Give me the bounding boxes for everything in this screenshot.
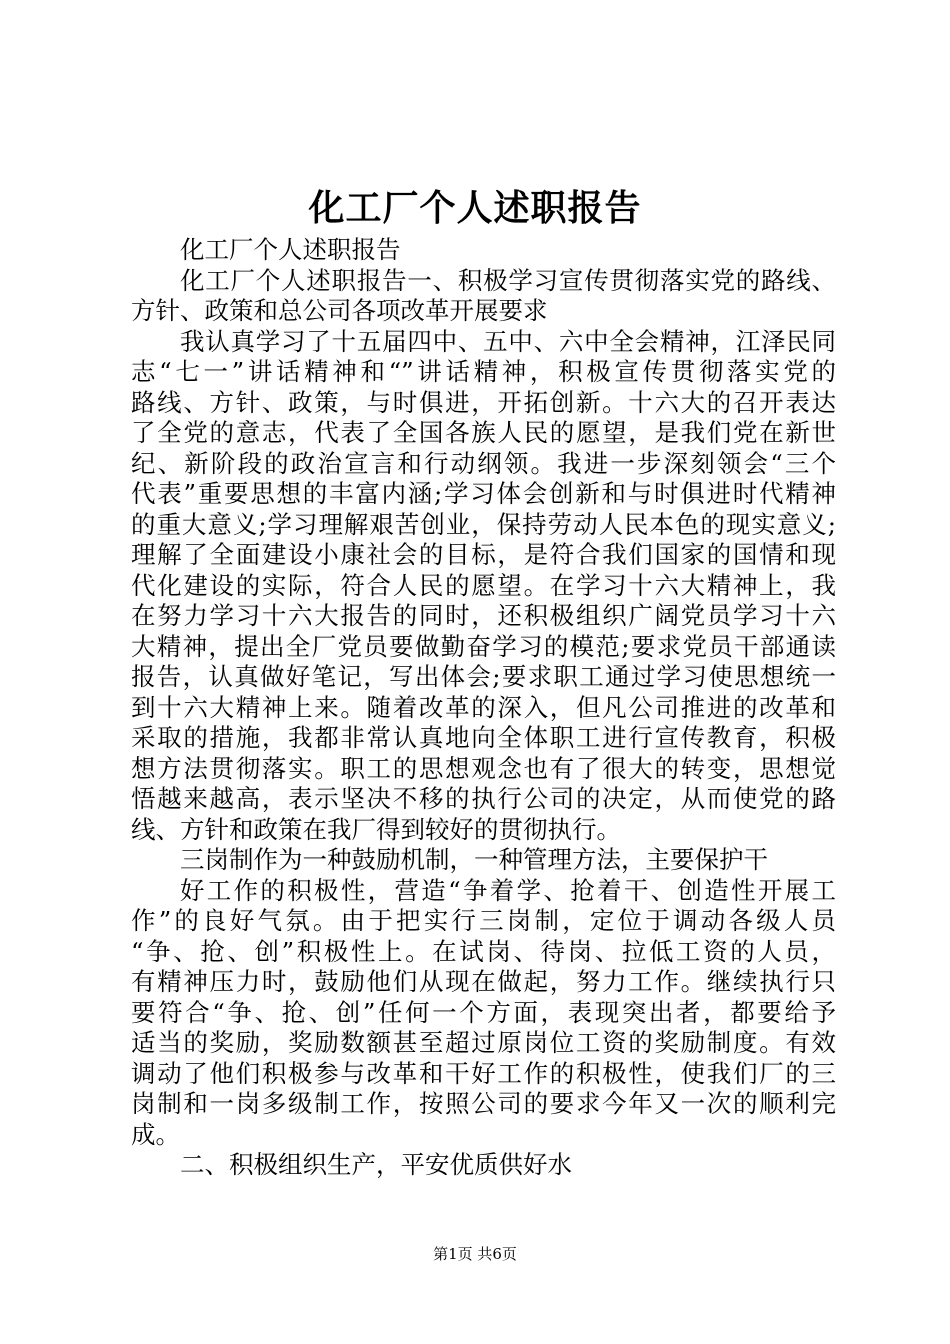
- body-line: 线、方针和政策在我厂得到较好的贯彻执行。: [131, 814, 621, 844]
- body-line: 想方法贯彻落实。职工的思想观念也有了很大的转变，思想觉: [131, 753, 836, 783]
- body-line: 成。: [131, 1119, 180, 1149]
- body-line: 三岗制作为一种鼓励机制，一种管理方法，主要保护干: [180, 845, 768, 874]
- body-line: 好工作的积极性，营造“争着学、抢着干、创造性开展工: [180, 875, 836, 905]
- body-line: 二、积极组织生产，平安优质供好水: [180, 1150, 572, 1179]
- body-line: 化工厂个人述职报告: [180, 235, 401, 264]
- body-line: 路线、方针、政策，与时俱进，开拓创新。十六大的召开表达: [131, 387, 836, 417]
- body-line: 理解了全面建设小康社会的目标，是符合我们国家的国情和现: [131, 540, 836, 569]
- body-line: 采取的措施，我都非常认真地向全体职工进行宣传教育，积极: [131, 723, 836, 752]
- body-line: 在努力学习十六大报告的同时，还积极组织广阔党员学习十六: [131, 601, 836, 630]
- body-line: 化工厂个人述职报告一、积极学习宣传贯彻落实党的路线、: [180, 265, 836, 295]
- body-line: 悟越来越高，表示坚决不移的执行公司的决定，从而使党的路: [131, 784, 836, 813]
- body-line: “争、抢、创”积极性上。在试岗、待岗、拉低工资的人员，: [131, 936, 836, 966]
- page-footer: 第1页 共6页: [433, 1245, 517, 1263]
- body-line: 方针、政策和总公司各项改革开展要求: [131, 296, 548, 325]
- body-line: 要符合“争、抢、创”任何一个方面，表现突出者，都要给予: [131, 997, 836, 1027]
- body-line: 代化建设的实际，符合人民的愿望。在学习十六大精神上，我: [131, 570, 836, 600]
- body-line: 到十六大精神上来。随着改革的深入，但凡公司推进的改革和: [131, 692, 836, 722]
- body-line: 报告，认真做好笔记，写出体会;要求职工通过学习使思想统一: [131, 662, 836, 691]
- body-line: 调动了他们积极参与改革和干好工作的积极性，使我们厂的三: [131, 1058, 836, 1088]
- body-line: 有精神压力时，鼓励他们从现在做起，努力工作。继续执行只: [131, 967, 836, 996]
- document-body: [131, 235, 836, 1181]
- body-line: 岗制和一岗多级制工作，按照公司的要求今年又一次的顺利完: [131, 1089, 836, 1118]
- body-line: 适当的奖励，奖励数额甚至超过原岗位工资的奖励制度。有效: [131, 1028, 836, 1057]
- document-title: 化工厂个人述职报告: [308, 187, 642, 229]
- body-line: 大精神，提出全厂党员要做勤奋学习的模范;要求党员干部通读: [131, 631, 836, 661]
- body-line: 纪、新阶段的政治宣言和行动纲领。我进一步深刻领会“三个: [131, 448, 836, 478]
- body-line: 了全党的意志，代表了全国各族人民的愿望，是我们党在新世: [131, 418, 836, 447]
- body-line: 作”的良好气氛。由于把实行三岗制，定位于调动各级人员: [131, 906, 836, 935]
- body-line: 志“七一”讲话精神和“”讲话精神，积极宣传贯彻落实党的: [131, 357, 836, 386]
- body-line: 的重大意义;学习理解艰苦创业，保持劳动人民本色的现实意义;: [131, 509, 836, 539]
- body-line: 代表”重要思想的丰富内涵;学习体会创新和与时俱进时代精神: [131, 479, 836, 508]
- body-line: 我认真学习了十五届四中、五中、六中全会精神，江泽民同: [180, 326, 836, 356]
